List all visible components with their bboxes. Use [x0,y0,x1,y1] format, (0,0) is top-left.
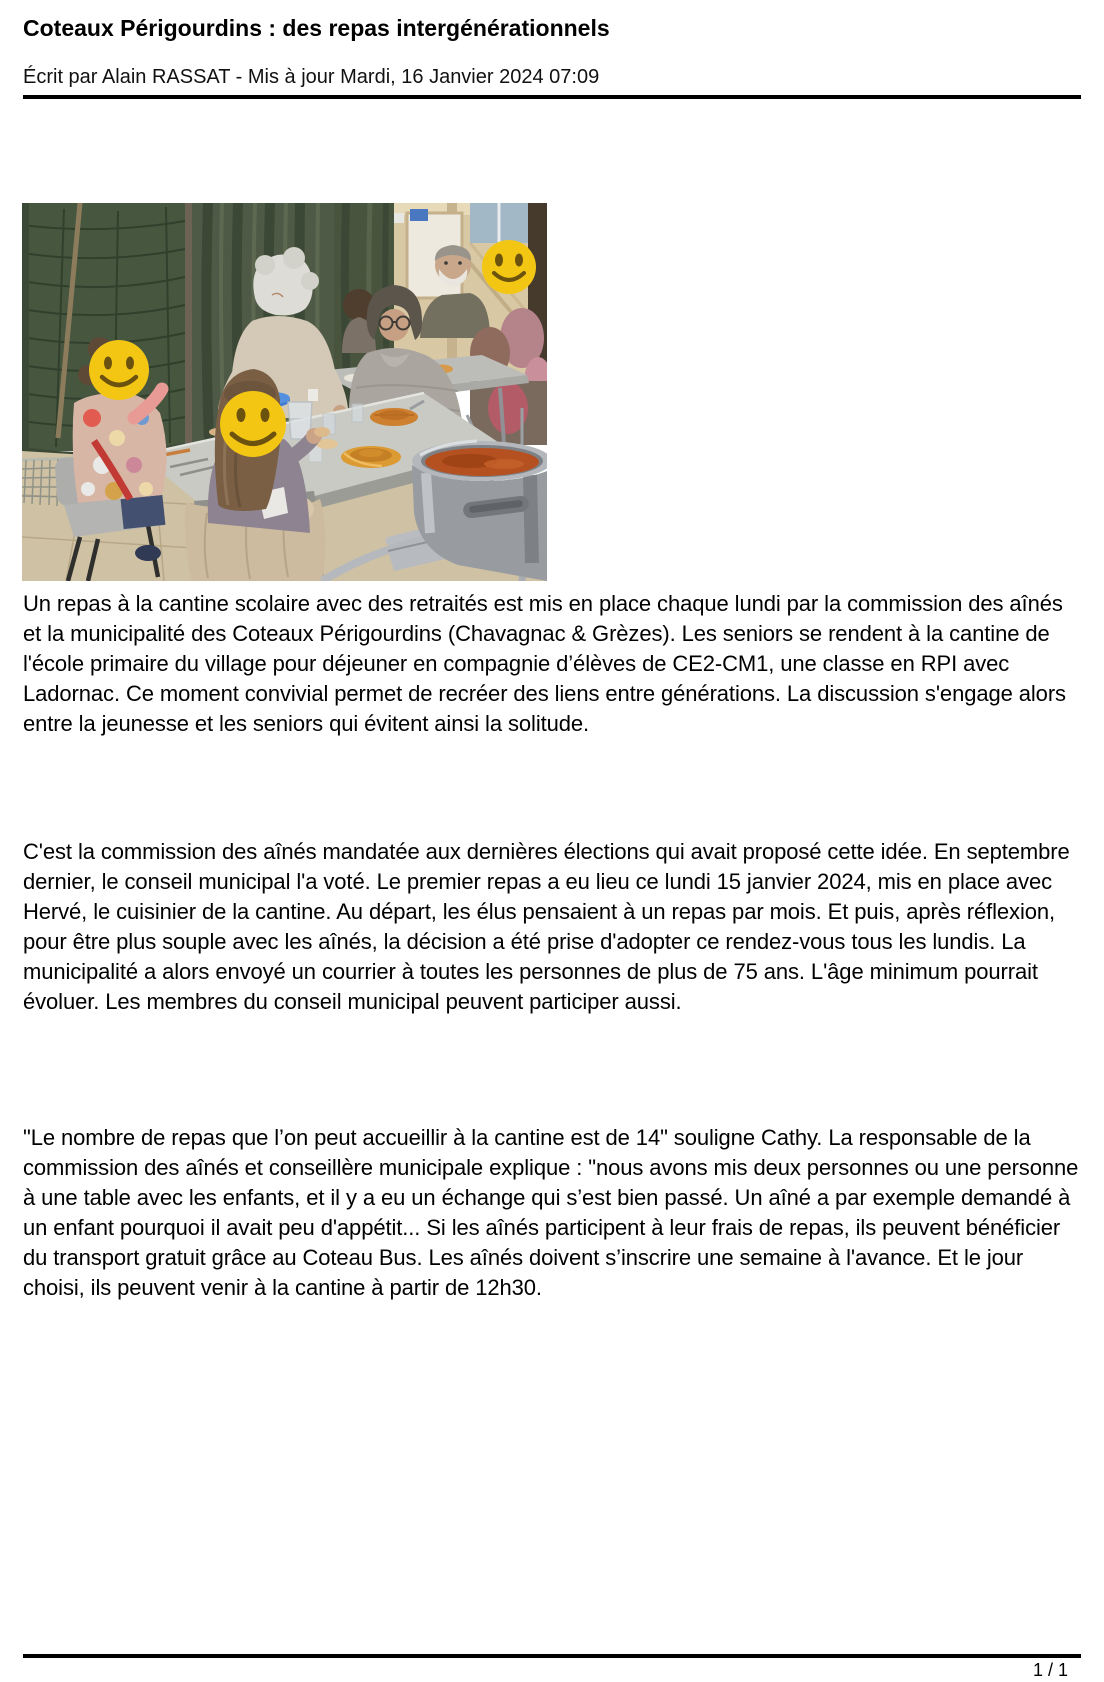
article-byline: Écrit par Alain RASSAT - Mis à jour Mardi, 16 Janvier 2024 07:09 [23,66,600,88]
header-divider [23,95,1081,99]
smiley-face-icon [220,391,286,457]
article-body [0,589,1104,1303]
paragraph: C'est la commission des aînés mandatée aux dernières élections qui avait proposé cette idée. En septembre dernier, le conseil municipal l'a voté. Le premier repas a eu lieu ce lundi 15 janvier 2024, mis en place avec Hervé, le cuisinier de la cantine. Au départ, les élus pensaient à un repas par mois. Et puis, après réflexion, pour être plus souple avec les aînés, la décision a été prise d'adopter ce rendez-vous tous les lundis. La municipalité a alors envoyé un courrier à toutes les personnes de plus de 75 ans. L'âge minimum pourrait évoluer. Les membres du conseil municipal peuvent participer aussi. [23,839,1070,1014]
cantine-photo-illustration [22,203,547,581]
page-title: Coteaux Périgourdins : des repas intergénérationnels [23,15,610,41]
smiley-face-icon [482,240,536,294]
paragraph: Un repas à la cantine scolaire avec des retraités est mis en place chaque lundi par la commission des aînés et la municipalité des Coteaux Périgourdins (Chavagnac & Grèzes). Les seniors se rendent à la cantine de l'école primaire du village pour déjeuner en compagnie d’élèves de CE2-CM1, une classe en RPI avec Ladornac. Ce moment convivial permet de recréer des liens entre générations. La discussion s'engage alors entre la jeunesse et les seniors qui évitent ainsi la solitude. [23,591,1066,736]
page-number: 1 / 1 [1032,1660,1068,1680]
smiley-face-icon [89,340,149,400]
article-photo [22,203,547,581]
footer-divider [23,1654,1081,1658]
paragraph: "Le nombre de repas que l’on peut accueillir à la cantine est de 14" souligne Cathy. La responsable de la commission des aînés et conseillère municipale explique : "nous avons mis deux personnes ou une personne à une table avec les enfants, et il y a eu un échange qui s’est bien passé. Un aîné a par exemple demandé à un enfant pourquoi il avait peu d'appétit... Si les aînés participent à leur frais de repas, ils peuvent bénéficier du transport gratuit grâce au Coteau Bus. Les aînés doivent s’inscrire une semaine à l'avance. Et le jour choisi, ils peuvent venir à la cantine à partir de 12h30. [23,1125,1079,1300]
